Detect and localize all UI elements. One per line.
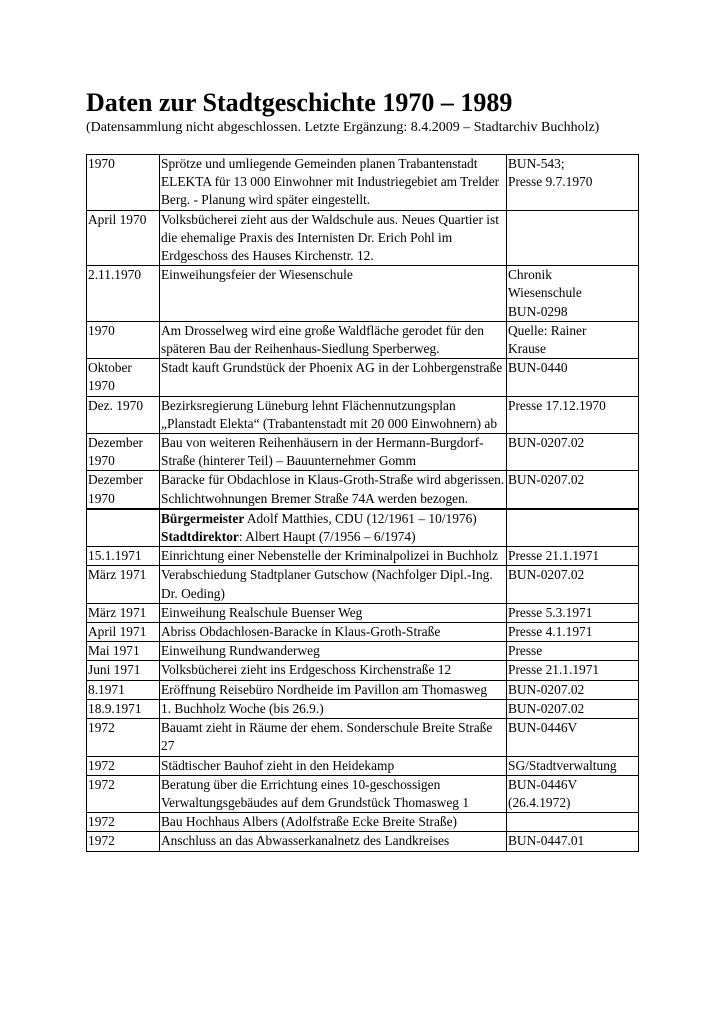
date-cell: 1970 [87, 321, 160, 358]
source-cell: Quelle: Rainer Krause [507, 321, 639, 358]
event-cell: Baracke für Obdachlose in Klaus-Groth-Straße wird abgerissen. Schlichtwohnungen Bremer Straße 74A werden bezogen. [160, 471, 507, 509]
table-row [87, 471, 639, 509]
document-title: Daten zur Stadtgeschichte 1970 – 1989 [86, 88, 513, 117]
source-cell: BUN-0207.02 [507, 471, 639, 509]
event-cell: Bezirksregierung Lüneburg lehnt Flächennutzungsplan „Planstadt Elekta“ (Trabantenstadt mit 20 000 Einwohnern) ab [160, 396, 507, 433]
date-cell: 15.1.1971 [87, 547, 160, 566]
date-cell: Juni 1971 [87, 661, 160, 680]
table-row [87, 680, 639, 699]
table-row [87, 775, 639, 812]
event-cell: Einrichtung einer Nebenstelle der Kriminalpolizei in Buchholz [160, 547, 507, 566]
officials-cell [160, 509, 507, 547]
date-cell: 1972 [87, 775, 160, 812]
source-cell [507, 813, 639, 832]
officials-row [87, 509, 639, 547]
source-cell: BUN-0207.02 [507, 699, 639, 718]
document-subtitle: (Datensammlung nicht abgeschlossen. Letzte Ergänzung: 8.4.2009 – Stadtarchiv Buchholz) [86, 120, 600, 135]
event-cell: Bau von weiteren Reihenhäusern in der Hermann-Burgdorf-Straße (hinterer Teil) – Bauunternehmer Gomm [160, 434, 507, 471]
table-row [87, 756, 639, 775]
source-cell: Presse [507, 642, 639, 661]
event-cell: Einweihung Rundwanderweg [160, 642, 507, 661]
table-row [87, 547, 639, 566]
date-cell: März 1971 [87, 603, 160, 622]
table-row [87, 813, 639, 832]
date-cell: April 1970 [87, 210, 160, 266]
table-row [87, 396, 639, 433]
table-row [87, 321, 639, 358]
source-cell: BUN-0207.02 [507, 566, 639, 603]
table-row [87, 623, 639, 642]
source-cell: BUN-543; Presse 9.7.1970 [507, 155, 639, 211]
date-cell: 1972 [87, 832, 160, 851]
event-cell: Sprötze und umliegende Gemeinden planen Trabantenstadt ELEKTA für 13 000 Einwohner mit Industriegebiet am Trelder Berg. - Planung wird später eingestellt. [160, 155, 507, 211]
chronology-table [86, 154, 639, 852]
director-value: : Albert Haupt (7/1956 – 6/1974) [238, 529, 416, 545]
source-cell: Presse 21.1.1971 [507, 547, 639, 566]
event-cell: Eröffnung Reisebüro Nordheide im Pavillon am Thomasweg [160, 680, 507, 699]
date-cell: Dezember 1970 [87, 471, 160, 509]
mayor-value: Adolf Matthies, CDU (12/1961 – 10/1976) [244, 510, 477, 526]
source-cell: BUN-0440 [507, 359, 639, 396]
source-cell: BUN-0446V [507, 719, 639, 756]
source-cell: BUN-0207.02 [507, 434, 639, 471]
date-cell: 18.9.1971 [87, 699, 160, 718]
chronology-rows-1971-1972 [87, 547, 639, 851]
officials-section [87, 509, 639, 547]
table-row [87, 699, 639, 718]
source-cell: Presse 4.1.1971 [507, 623, 639, 642]
table-row [87, 719, 639, 756]
event-cell: Abriss Obdachlosen-Baracke in Klaus-Groth-Straße [160, 623, 507, 642]
source-cell: BUN-0447.01 [507, 832, 639, 851]
event-cell: Bau Hochhaus Albers (Adolfstraße Ecke Breite Straße) [160, 813, 507, 832]
chronology-rows-1970 [87, 155, 639, 509]
date-cell: Dezember 1970 [87, 434, 160, 471]
date-cell: 1972 [87, 813, 160, 832]
table-row [87, 566, 639, 603]
event-cell: Beratung über die Errichtung eines 10-geschossigen Verwaltungsgebäudes auf dem Grundstück Thomasweg 1 [160, 775, 507, 812]
event-cell: Verabschiedung Stadtplaner Gutschow (Nachfolger Dipl.-Ing. Dr. Oeding) [160, 566, 507, 603]
date-cell: 8.1971 [87, 680, 160, 699]
date-cell: März 1971 [87, 566, 160, 603]
date-cell: April 1971 [87, 623, 160, 642]
officials-source-cell [507, 509, 639, 547]
event-cell: Stadt kauft Grundstück der Phoenix AG in der Lohbergenstraße [160, 359, 507, 396]
event-cell: Bauamt zieht in Räume der ehem. Sonderschule Breite Straße 27 [160, 719, 507, 756]
event-cell: Einweihung Realschule Buenser Weg [160, 603, 507, 622]
event-cell: Einweihungsfeier der Wiesenschule [160, 266, 507, 322]
table-row [87, 434, 639, 471]
table-row [87, 832, 639, 851]
date-cell: 2.11.1970 [87, 266, 160, 322]
date-cell: 1972 [87, 719, 160, 756]
date-cell: 1972 [87, 756, 160, 775]
table-row [87, 210, 639, 266]
date-cell: Mai 1971 [87, 642, 160, 661]
event-cell: 1. Buchholz Woche (bis 26.9.) [160, 699, 507, 718]
mayor-label: Bürgermeister [161, 510, 245, 526]
officials-date-cell [87, 509, 160, 547]
source-cell: BUN-0446V (26.4.1972) [507, 775, 639, 812]
event-cell: Volksbücherei zieht aus der Waldschule aus. Neues Quartier ist die ehemalige Praxis des Internisten Dr. Erich Pohl im Erdgeschoss des Hauses Kirchenstr. 12. [160, 210, 507, 266]
date-cell: 1970 [87, 155, 160, 211]
event-cell: Am Drosselweg wird eine große Waldfläche gerodet für den späteren Bau der Reihenhaus-Siedlung Sperberweg. [160, 321, 507, 358]
event-cell: Anschluss an das Abwasserkanalnetz des Landkreises [160, 832, 507, 851]
table-row [87, 642, 639, 661]
source-cell: Chronik Wiesenschule BUN-0298 [507, 266, 639, 322]
director-label: Stadtdirektor [161, 529, 239, 545]
event-cell: Städtischer Bauhof zieht in den Heidekamp [160, 756, 507, 775]
table-row [87, 661, 639, 680]
source-cell: Presse 17.12.1970 [507, 396, 639, 433]
table-row [87, 359, 639, 396]
date-cell: Dez. 1970 [87, 396, 160, 433]
table-row [87, 155, 639, 211]
source-cell: Presse 21.1.1971 [507, 661, 639, 680]
table-row [87, 603, 639, 622]
table-row [87, 266, 639, 322]
date-cell: Oktober 1970 [87, 359, 160, 396]
source-cell [507, 210, 639, 266]
source-cell: Presse 5.3.1971 [507, 603, 639, 622]
source-cell: BUN-0207.02 [507, 680, 639, 699]
event-cell: Volksbücherei zieht ins Erdgeschoss Kirchenstraße 12 [160, 661, 507, 680]
source-cell: SG/Stadtverwaltung [507, 756, 639, 775]
